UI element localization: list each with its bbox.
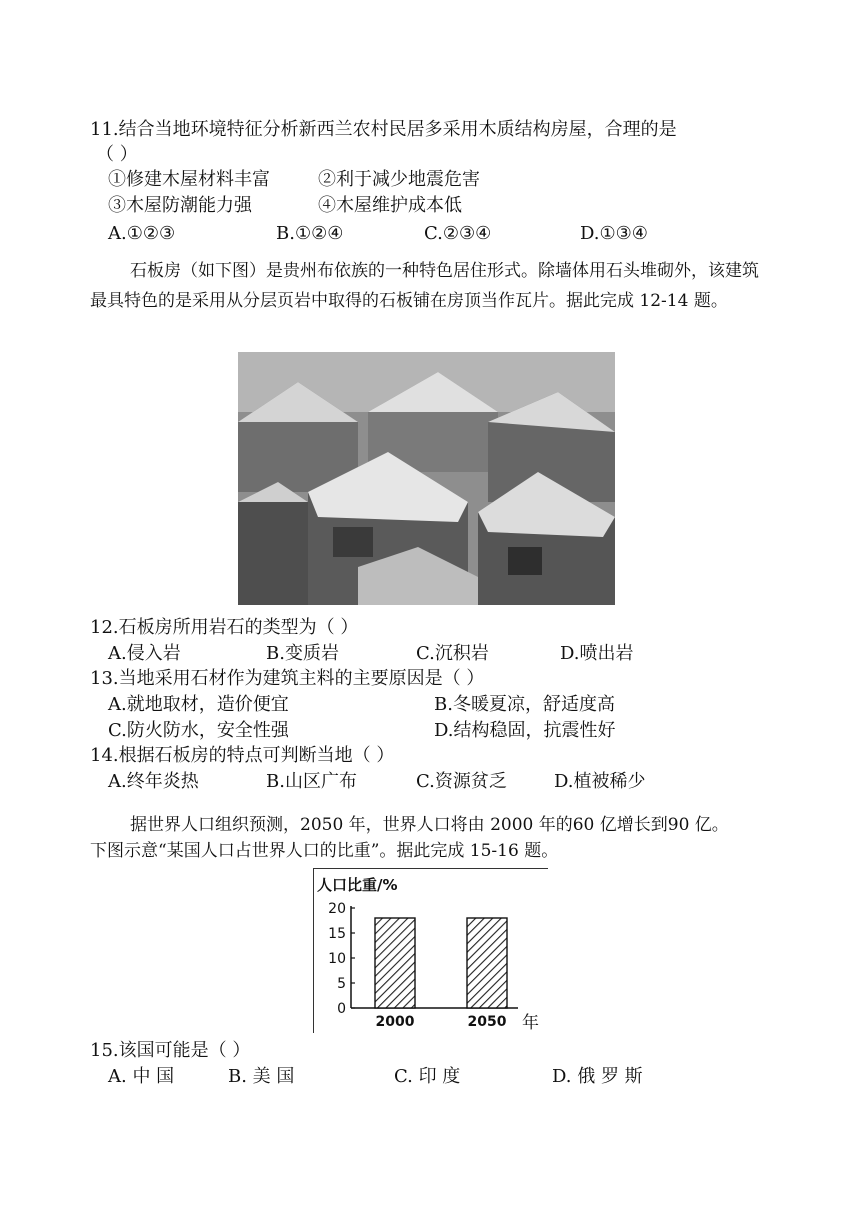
q12-option-d: D.喷出岩 (560, 643, 634, 664)
q11-item-3: ③木屋防潮能力强 (108, 195, 252, 216)
q11-stem: 11.结合当地环境特征分析新西兰农村民居多采用木质结构房屋，合理的是 (90, 119, 677, 140)
q11-option-a: A.①②③ (108, 223, 176, 244)
q12-option-a: A.侵入岩 (108, 643, 181, 664)
chart-ytick-label: 0 (337, 1001, 346, 1017)
q12-option-b: B.变质岩 (266, 643, 339, 664)
q14-option-d: D.植被稀少 (554, 771, 646, 792)
chart-xtick-label: 2000 (375, 1014, 415, 1030)
chart-ytick-label: 15 (328, 926, 346, 942)
q15-option-a: A. 中 国 (108, 1066, 175, 1087)
q11-item-1: ①修建木屋材料丰富 (108, 169, 270, 190)
chart-ylabel: 人口比重/% (317, 876, 398, 894)
q11-item-2: ②利于减少地震危害 (318, 169, 480, 190)
q15-option-c: C. 印 度 (394, 1066, 461, 1087)
q15-option-b: B. 美 国 (228, 1066, 295, 1087)
q13-option-b: B.冬暖夏凉，舒适度高 (434, 694, 615, 715)
q15-stem: 15.该国可能是（ ） (90, 1040, 251, 1061)
q11-item-4: ④木屋维护成本低 (318, 195, 462, 216)
q15-option-d: D. 俄 罗 斯 (552, 1066, 643, 1087)
chart-ytick-label: 5 (337, 976, 346, 992)
q14-stem: 14.根据石板房的特点可判断当地（ ） (90, 745, 395, 766)
chart-ytick-label: 10 (328, 951, 346, 967)
q14-option-a: A.终年炎热 (108, 771, 199, 792)
passage-population-line1: 据世界人口组织预测，2050 年，世界人口将由 2000 年的60 亿增长到90 亿。 (130, 815, 729, 835)
q13-option-c: C.防火防水，安全性强 (108, 720, 289, 741)
q11-option-b: B.①②④ (276, 223, 344, 244)
chart-ytick-label: 20 (328, 901, 346, 917)
q13-stem: 13.当地采用石材作为建筑主料的主要原因是（ ） (90, 668, 485, 689)
passage-population-line2: 下图示意“某国人口占世界人口的比重”。据此完成 15-16 题。 (90, 841, 559, 861)
chart-xtick-label: 2050 (467, 1014, 507, 1030)
q12-stem: 12.石板房所用岩石的类型为（ ） (90, 617, 359, 638)
stone-house-photo (238, 352, 615, 605)
chart-bar-2050 (467, 918, 507, 1008)
passage-stone-house: 石板房（如下图）是贵州布依族的一种特色居住形式。除墙体用石头堆砌外，该建筑最具特色的是采用从分层页岩中取得的石板铺在房顶当作瓦片。据此完成 12-14 题。 (90, 261, 759, 311)
q13-option-a: A.就地取材，造价便宜 (108, 694, 289, 715)
chart-bar-2000 (375, 918, 415, 1008)
q14-option-b: B.山区广布 (266, 771, 357, 792)
q11-option-c: C.②③④ (424, 223, 492, 244)
q14-option-c: C.资源贫乏 (416, 771, 507, 792)
q13-option-d: D.结构稳固，抗震性好 (434, 720, 616, 741)
q11-option-d: D.①③④ (580, 223, 648, 244)
q12-option-c: C.沉积岩 (416, 643, 489, 664)
chart-xlabel: 年 (522, 1013, 539, 1033)
population-share-chart (313, 868, 548, 1033)
q11-answer-bracket: （ ） (96, 144, 138, 165)
